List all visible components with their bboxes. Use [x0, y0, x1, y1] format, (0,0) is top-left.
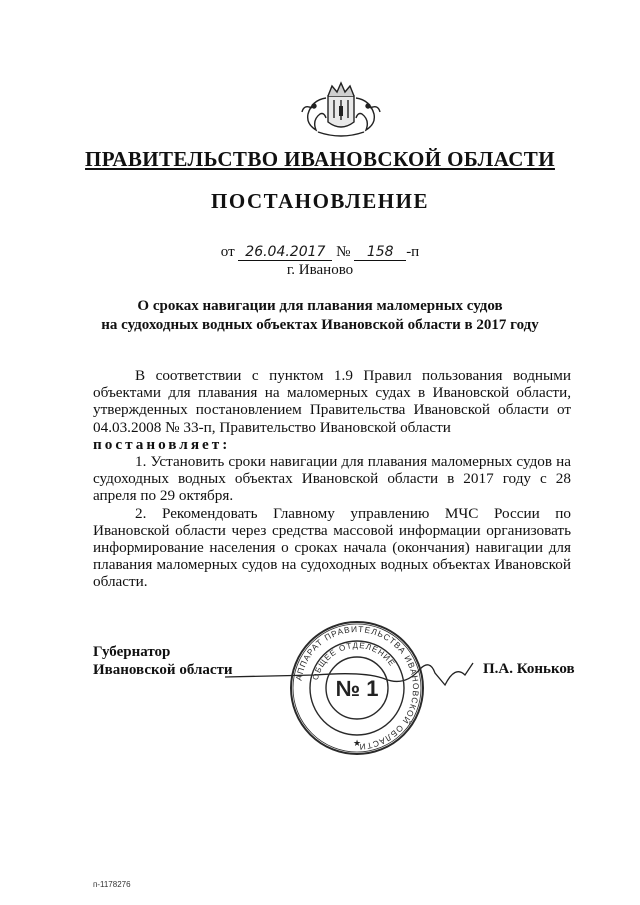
- position-line-2: Ивановской области: [93, 662, 233, 678]
- decree-body: [93, 367, 571, 591]
- subject-line-1: О сроках навигации для плавания маломерных судов: [137, 298, 503, 314]
- decree-subject: [90, 297, 550, 335]
- organization-title: ПРАВИТЕЛЬСТВО ИВАНОВСКОЙ ОБЛАСТИ: [85, 147, 555, 171]
- stamp-star-icon: ★: [352, 738, 362, 748]
- signatory-name: П.А. Коньков: [483, 661, 575, 677]
- official-stamp: [287, 618, 427, 758]
- coat-of-arms-emblem: [298, 78, 384, 140]
- number-label: №: [336, 244, 351, 260]
- stamp-outer-text: АППАРАТ ПРАВИТЕЛЬСТВА ИВАНОВСКОЙ ОБЛАСТИ: [293, 623, 422, 753]
- stamp-number: № 1: [335, 676, 379, 701]
- subject-line-2: на судоходных водных объектах Ивановской области в 2017 году: [101, 317, 539, 333]
- document-type-title: ПОСТАНОВЛЕНИЕ: [211, 189, 429, 213]
- body-item-2: 2. Рекомендовать Главному управлению МЧС России по Ивановской области через средства массовой информации организовать информирование населения о сроках начала (окончания) навигации для плавания маломерных судов на судоходных водных объектах Ивановской области.: [93, 504, 571, 591]
- decree-date-number-line: [0, 244, 640, 261]
- decree-number: 158: [354, 245, 406, 261]
- body-item-1: 1. Установить сроки навигации для плавания маломерных судов на судоходных водных объектах Ивановской области в 2017 году с 28 апреля по 29 октября.: [93, 453, 571, 505]
- number-suffix: -п: [406, 244, 420, 260]
- body-preamble: В соответствии с пунктом 1.9 Правил пользования водными объектами для плавания на маломерных судах в Ивановской области, утвержденных постановлением Правительства Ивановской области от 04.03.2008 № 33-п, Правительство Ивановской области: [93, 367, 571, 436]
- body-decides: постановляет:: [93, 435, 231, 453]
- position-line-1: Губернатор: [93, 644, 171, 660]
- from-label: от: [220, 244, 235, 260]
- document-code: п-1178276: [93, 880, 131, 889]
- signatory-position: [93, 643, 233, 679]
- decree-city: г. Иваново: [286, 262, 354, 278]
- decree-date: 26.04.2017: [238, 245, 332, 261]
- stamp-inner-text: ОБЩЕЕ ОТДЕЛЕНИЕ: [310, 640, 397, 682]
